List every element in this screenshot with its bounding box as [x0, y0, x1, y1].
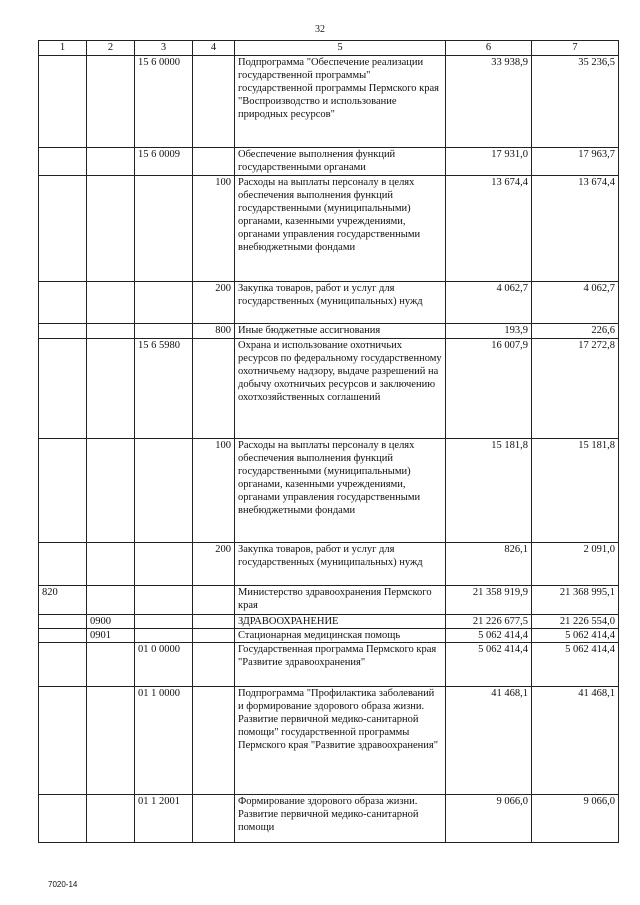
name-cell: Обеспечение выполнения функций государственными органами [235, 148, 446, 176]
amount-2015-cell: 193,9 [446, 324, 532, 339]
table-row [39, 543, 619, 586]
section-code-cell [87, 586, 135, 615]
page-number: 32 [315, 24, 325, 35]
amount-2015-cell: 33 938,9 [446, 56, 532, 148]
amount-2015-cell: 15 181,8 [446, 439, 532, 543]
grbs-code-cell [39, 615, 87, 629]
section-code-cell [87, 339, 135, 439]
target-article-cell [135, 586, 193, 615]
name-cell: Охрана и использование охотничьих ресурсов по федеральному государственному охотничьему надзору, выдаче разрешений на добычу охотничьих ресурсов и заключению охотхозяйственных соглашений [235, 339, 446, 439]
amount-2016-cell: 41 468,1 [532, 687, 619, 795]
name-cell: Расходы на выплаты персоналу в целях обеспечения выполнения функций государственными (муниципальными) органами, казенными учреждениями, органами управления государственными внебюджетными фондами [235, 439, 446, 543]
grbs-code-cell: 820 [39, 586, 87, 615]
expense-type-cell [193, 339, 235, 439]
grbs-code-cell [39, 543, 87, 586]
expense-type-cell [193, 615, 235, 629]
grbs-code-cell [39, 439, 87, 543]
section-code-cell [87, 282, 135, 324]
table-row [39, 339, 619, 439]
column-header: 3 [135, 41, 193, 56]
expense-type-cell [193, 56, 235, 148]
target-article-cell [135, 176, 193, 282]
target-article-cell: 01 0 0000 [135, 643, 193, 687]
target-article-cell: 01 1 2001 [135, 795, 193, 843]
section-code-cell [87, 795, 135, 843]
amount-2016-cell: 21 226 554,0 [532, 615, 619, 629]
grbs-code-cell [39, 56, 87, 148]
name-cell: ЗДРАВООХРАНЕНИЕ [235, 615, 446, 629]
name-cell: Подпрограмма "Обеспечение реализации государственной программы" государственной программы Пермского края "Воспроизводство и использование природных ресурсов" [235, 56, 446, 148]
target-article-cell [135, 615, 193, 629]
expense-type-cell [193, 586, 235, 615]
name-cell: Расходы на выплаты персоналу в целях обеспечения выполнения функций государственными (муниципальными) органами, казенными учреждениями, органами управления государственными внебюджетными фондами [235, 176, 446, 282]
column-header: 5 [235, 41, 446, 56]
table-row [39, 324, 619, 339]
amount-2016-cell: 17 272,8 [532, 339, 619, 439]
amount-2016-cell: 17 963,7 [532, 148, 619, 176]
name-cell: Министерство здравоохранения Пермского края [235, 586, 446, 615]
amount-2015-cell: 9 066,0 [446, 795, 532, 843]
amount-2016-cell: 5 062 414,4 [532, 629, 619, 643]
table-row [39, 56, 619, 148]
expense-type-cell: 200 [193, 543, 235, 586]
column-header: 7 [532, 41, 619, 56]
target-article-cell: 15 6 5980 [135, 339, 193, 439]
amount-2015-cell: 826,1 [446, 543, 532, 586]
grbs-code-cell [39, 643, 87, 687]
name-cell: Закупка товаров, работ и услуг для государственных (муниципальных) нужд [235, 543, 446, 586]
section-code-cell [87, 56, 135, 148]
column-header: 1 [39, 41, 87, 56]
amount-2015-cell: 41 468,1 [446, 687, 532, 795]
grbs-code-cell [39, 282, 87, 324]
grbs-code-cell [39, 176, 87, 282]
target-article-cell: 15 6 0009 [135, 148, 193, 176]
name-cell: Государственная программа Пермского края "Развитие здравоохранения" [235, 643, 446, 687]
amount-2015-cell: 5 062 414,4 [446, 643, 532, 687]
column-header: 2 [87, 41, 135, 56]
section-code-cell [87, 543, 135, 586]
target-article-cell [135, 282, 193, 324]
section-code-cell [87, 687, 135, 795]
expense-type-cell: 800 [193, 324, 235, 339]
amount-2016-cell: 2 091,0 [532, 543, 619, 586]
name-cell: Стационарная медицинская помощь [235, 629, 446, 643]
target-article-cell [135, 543, 193, 586]
section-code-cell [87, 643, 135, 687]
grbs-code-cell [39, 687, 87, 795]
section-code-cell [87, 148, 135, 176]
grbs-code-cell [39, 339, 87, 439]
amount-2016-cell: 13 674,4 [532, 176, 619, 282]
table-row [39, 687, 619, 795]
column-header: 4 [193, 41, 235, 56]
grbs-code-cell [39, 629, 87, 643]
grbs-code-cell [39, 795, 87, 843]
name-cell: Закупка товаров, работ и услуг для государственных (муниципальных) нужд [235, 282, 446, 324]
expense-type-cell: 100 [193, 439, 235, 543]
amount-2015-cell: 16 007,9 [446, 339, 532, 439]
table-header-row [39, 41, 619, 56]
section-code-cell [87, 439, 135, 543]
amount-2015-cell: 21 226 677,5 [446, 615, 532, 629]
section-code-cell: 0901 [87, 629, 135, 643]
table-row [39, 643, 619, 687]
table-row [39, 586, 619, 615]
table-row [39, 439, 619, 543]
grbs-code-cell [39, 324, 87, 339]
amount-2016-cell: 5 062 414,4 [532, 643, 619, 687]
grbs-code-cell [39, 148, 87, 176]
target-article-cell [135, 439, 193, 543]
table-row [39, 795, 619, 843]
expense-type-cell [193, 687, 235, 795]
name-cell: Формирование здорового образа жизни. Развитие первичной медико-санитарной помощи [235, 795, 446, 843]
expense-type-cell [193, 629, 235, 643]
target-article-cell [135, 324, 193, 339]
amount-2016-cell: 21 368 995,1 [532, 586, 619, 615]
table-row [39, 282, 619, 324]
amount-2015-cell: 4 062,7 [446, 282, 532, 324]
section-code-cell [87, 324, 135, 339]
name-cell: Иные бюджетные ассигнования [235, 324, 446, 339]
target-article-cell [135, 629, 193, 643]
amount-2016-cell: 35 236,5 [532, 56, 619, 148]
expense-type-cell: 200 [193, 282, 235, 324]
target-article-cell: 15 6 0000 [135, 56, 193, 148]
amount-2015-cell: 5 062 414,4 [446, 629, 532, 643]
column-header: 6 [446, 41, 532, 56]
document-code: 7020-14 [48, 880, 78, 889]
table-row [39, 176, 619, 282]
section-code-cell: 0900 [87, 615, 135, 629]
expense-type-cell [193, 795, 235, 843]
amount-2015-cell: 21 358 919,9 [446, 586, 532, 615]
table-row [39, 148, 619, 176]
amount-2015-cell: 13 674,4 [446, 176, 532, 282]
amount-2016-cell: 226,6 [532, 324, 619, 339]
expense-type-cell [193, 643, 235, 687]
name-cell: Подпрограмма "Профилактика заболеваний и формирование здорового образа жизни. Развитие первичной медико-санитарной помощи" государственной программы Пермского края "Развитие здравоохранения" [235, 687, 446, 795]
section-code-cell [87, 176, 135, 282]
target-article-cell: 01 1 0000 [135, 687, 193, 795]
amount-2015-cell: 17 931,0 [446, 148, 532, 176]
expense-type-cell [193, 148, 235, 176]
amount-2016-cell: 9 066,0 [532, 795, 619, 843]
expense-type-cell: 100 [193, 176, 235, 282]
table-row [39, 615, 619, 629]
amount-2016-cell: 15 181,8 [532, 439, 619, 543]
amount-2016-cell: 4 062,7 [532, 282, 619, 324]
budget-table [38, 40, 619, 843]
table-row [39, 629, 619, 643]
